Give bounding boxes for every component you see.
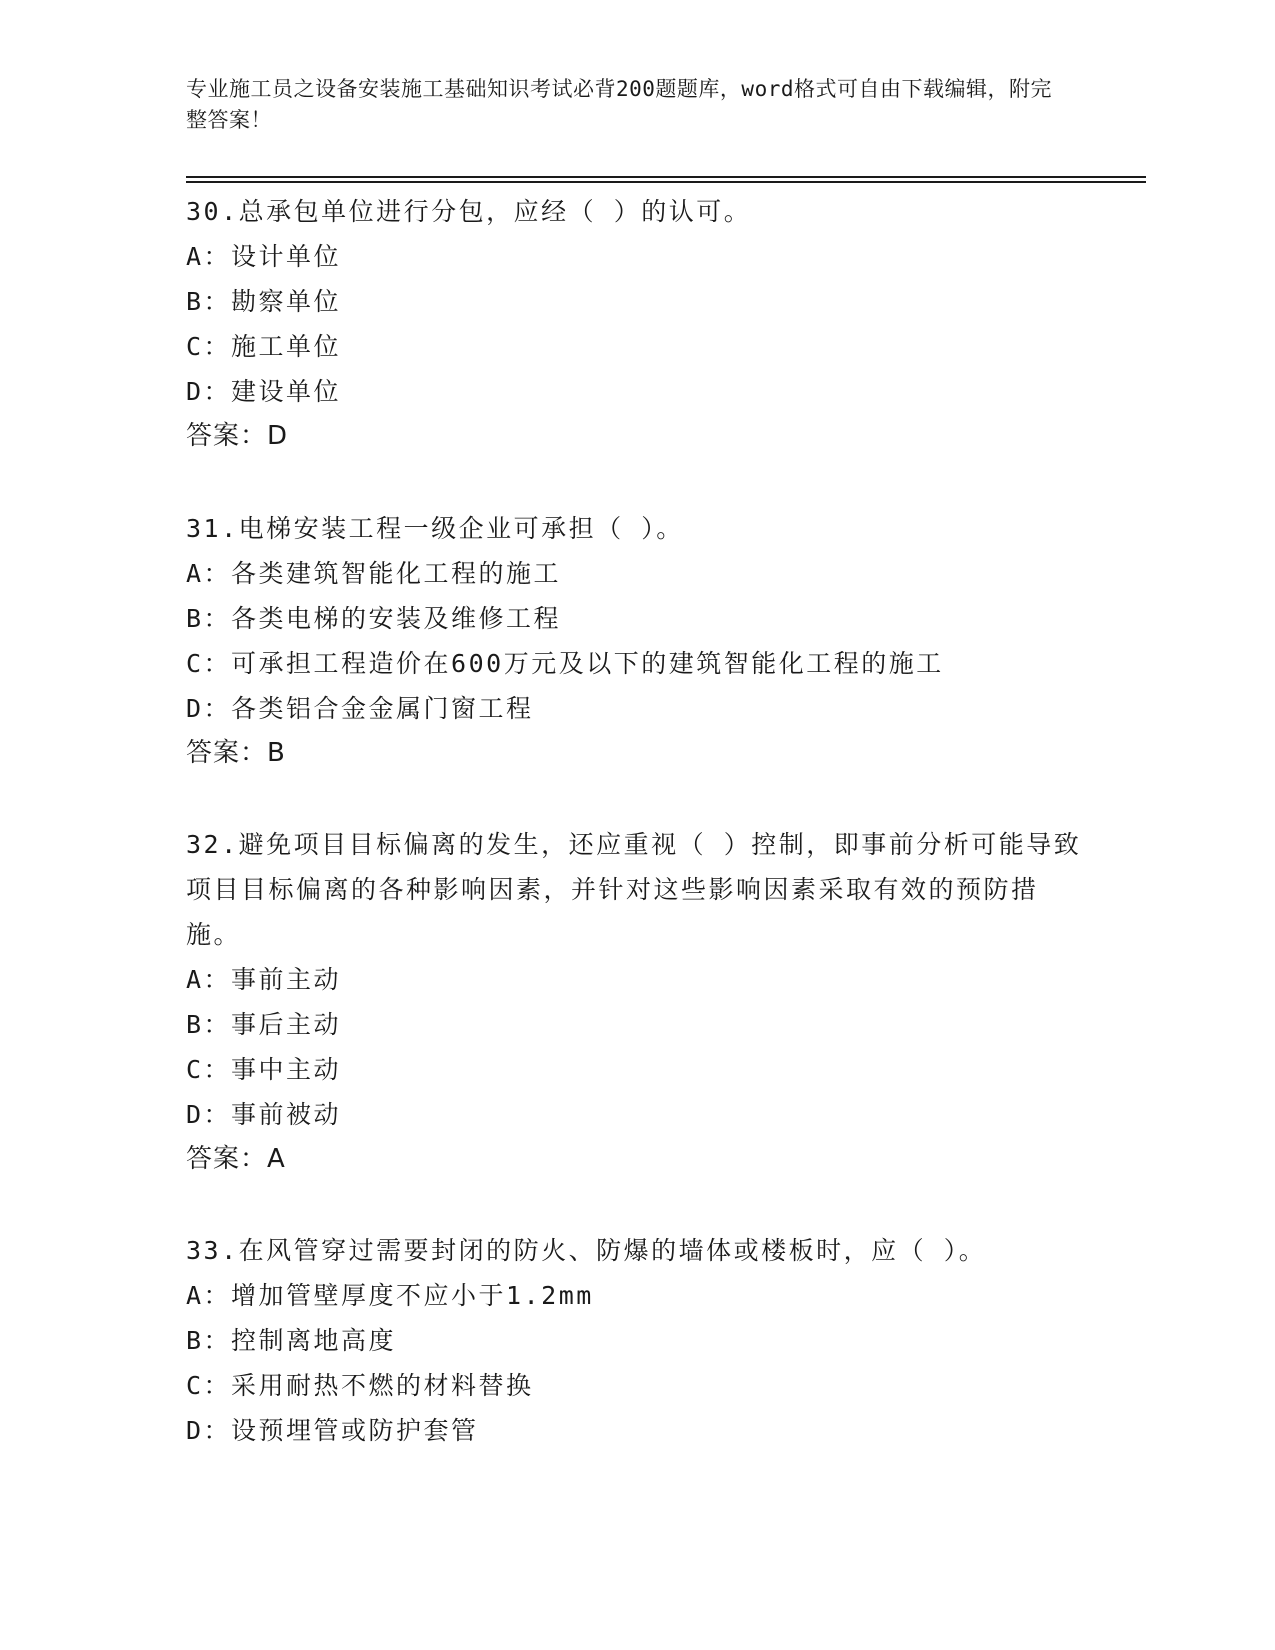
question-32 bbox=[186, 822, 1086, 1182]
option-a: A：各类建筑智能化工程的施工 bbox=[186, 559, 562, 588]
option-d: D：各类铝合金金属门窗工程 bbox=[186, 694, 534, 723]
header-divider-top bbox=[186, 176, 1146, 178]
option-c: C：事中主动 bbox=[186, 1055, 342, 1084]
option-b: B：控制离地高度 bbox=[186, 1326, 397, 1355]
question-31 bbox=[186, 506, 1086, 776]
question-stem: 31.电梯安装工程一级企业可承担（ ）。 bbox=[186, 514, 684, 543]
answer: 答案：A bbox=[186, 1144, 286, 1174]
option-b: B：勘察单位 bbox=[186, 287, 342, 316]
question-stem: 30.总承包单位进行分包，应经（ ）的认可。 bbox=[186, 197, 752, 226]
option-c: C：可承担工程造价在600万元及以下的建筑智能化工程的施工 bbox=[186, 649, 944, 678]
answer: 答案：B bbox=[186, 738, 286, 768]
option-c: C：施工单位 bbox=[186, 332, 342, 361]
option-d: D：事前被动 bbox=[186, 1100, 342, 1129]
answer: 答案：D bbox=[186, 421, 289, 451]
option-d: D：建设单位 bbox=[186, 377, 342, 406]
option-b: B：各类电梯的安装及维修工程 bbox=[186, 604, 562, 633]
option-a: A：事前主动 bbox=[186, 965, 342, 994]
document-header: 专业施工员之设备安装施工基础知识考试必背200题题库，word格式可自由下载编辑，附完整答案！ bbox=[186, 77, 1052, 132]
question-stem: 33.在风管穿过需要封闭的防火、防爆的墙体或楼板时，应（ ）。 bbox=[186, 1236, 987, 1265]
question-33 bbox=[186, 1228, 1086, 1453]
question-stem: 32.避免项目目标偏离的发生，还应重视（ ）控制，即事前分析可能导致项目目标偏离的各种影响因素，并针对这些影响因素采取有效的预防措施。 bbox=[186, 830, 1082, 949]
option-b: B：事后主动 bbox=[186, 1010, 342, 1039]
option-a: A：增加管壁厚度不应小于1.2mm bbox=[186, 1281, 594, 1310]
question-30 bbox=[186, 189, 1086, 459]
header-divider-bottom bbox=[186, 181, 1146, 183]
option-d: D：设预埋管或防护套管 bbox=[186, 1416, 479, 1445]
option-a: A：设计单位 bbox=[186, 242, 342, 271]
option-c: C：采用耐热不燃的材料替换 bbox=[186, 1371, 534, 1400]
